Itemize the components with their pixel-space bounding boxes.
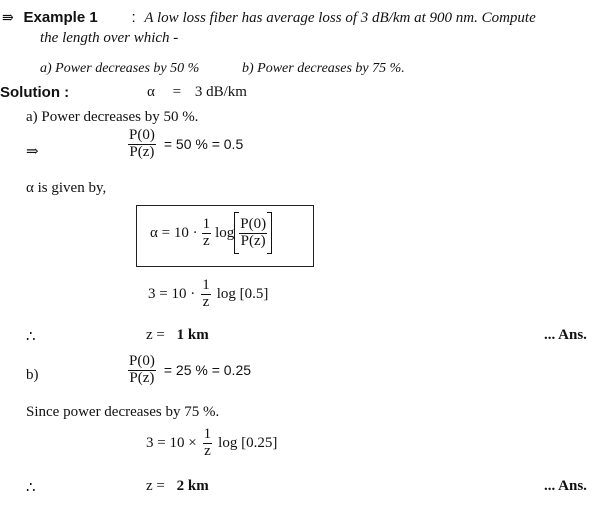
ratio-a-fraction (128, 128, 156, 161)
sub-a-den: z (202, 293, 210, 310)
formula-log: log (215, 224, 235, 241)
formula-frac-den: z (202, 232, 210, 249)
solution-label: Solution : (0, 84, 70, 101)
sub-b-log: log [0.25] (218, 434, 278, 451)
formula-ratio (239, 217, 267, 250)
substitution-a (148, 278, 268, 311)
result-b (146, 478, 209, 495)
sub-b-fraction (203, 427, 213, 460)
alpha-given-by: α is given by, (26, 180, 107, 196)
given-value: 3 dB/km (194, 84, 247, 100)
formula-bracket-right (267, 212, 272, 254)
sub-a-log: log [0.5] (216, 285, 269, 302)
ratio-a-num: P(0) (129, 127, 155, 143)
sub-a-num: 1 (202, 277, 210, 293)
part-b-label: b) (26, 367, 39, 383)
ratio-a-den: P(z) (129, 143, 155, 160)
formula-main (150, 212, 272, 254)
ratio-a (128, 128, 243, 161)
part-a-heading: a) Power decreases by 50 %. (26, 109, 199, 125)
arrow-icon: ⇛ (2, 11, 12, 26)
example-colon: : (131, 9, 136, 26)
formula-one-over-z (202, 217, 212, 250)
implies-symbol: ⇒ (26, 144, 39, 160)
ratio-b-num: P(0) (129, 353, 155, 369)
formula-ratio-num: P(0) (240, 215, 267, 232)
ratio-b-den: P(z) (129, 369, 155, 386)
sub-b-num: 1 (203, 426, 212, 442)
therefore-a: ∴ (26, 329, 36, 345)
result-a-value: 1 km (176, 327, 209, 343)
result-a-lhs: z = (146, 327, 165, 343)
example-part-a: a) Power decreases by 50 % (40, 61, 200, 76)
sub-b-lhs: 3 = 10 × (146, 434, 197, 451)
result-b-value: 2 km (176, 478, 209, 494)
ratio-b (128, 354, 251, 387)
result-b-lhs: z = (146, 478, 165, 494)
sub-a-fraction (201, 278, 211, 311)
substitution-b (146, 427, 277, 460)
result-a (146, 327, 209, 344)
ratio-b-rhs: = 25 % = 0.25 (163, 362, 252, 379)
answer-a: ... Ans. (544, 327, 587, 343)
formula-frac-num: 1 (202, 215, 211, 232)
example-statement: A low loss fiber has average loss of 3 dB/km at 900 nm. Compute (144, 10, 536, 26)
sub-a-lhs: 3 = 10 · (148, 285, 196, 302)
example-statement-cont: the length over which - (40, 30, 179, 46)
example-part-b: b) Power decreases by 75 %. (242, 61, 405, 76)
therefore-b: ∴ (26, 480, 36, 496)
sub-b-den: z (204, 442, 211, 459)
given-equals: = (172, 84, 182, 100)
ratio-a-rhs: = 50 % = 0.5 (163, 136, 244, 153)
example-header (2, 9, 536, 27)
formula-ratio-den: P(z) (240, 232, 266, 249)
answer-b: ... Ans. (544, 478, 587, 494)
since-text: Since power decreases by 75 %. (26, 404, 220, 420)
given-line (147, 84, 247, 101)
example-label: Example 1 (23, 9, 98, 26)
formula-lhs: α = 10 · (150, 224, 198, 241)
given-alpha: α (147, 84, 155, 100)
ratio-b-fraction (128, 354, 156, 387)
